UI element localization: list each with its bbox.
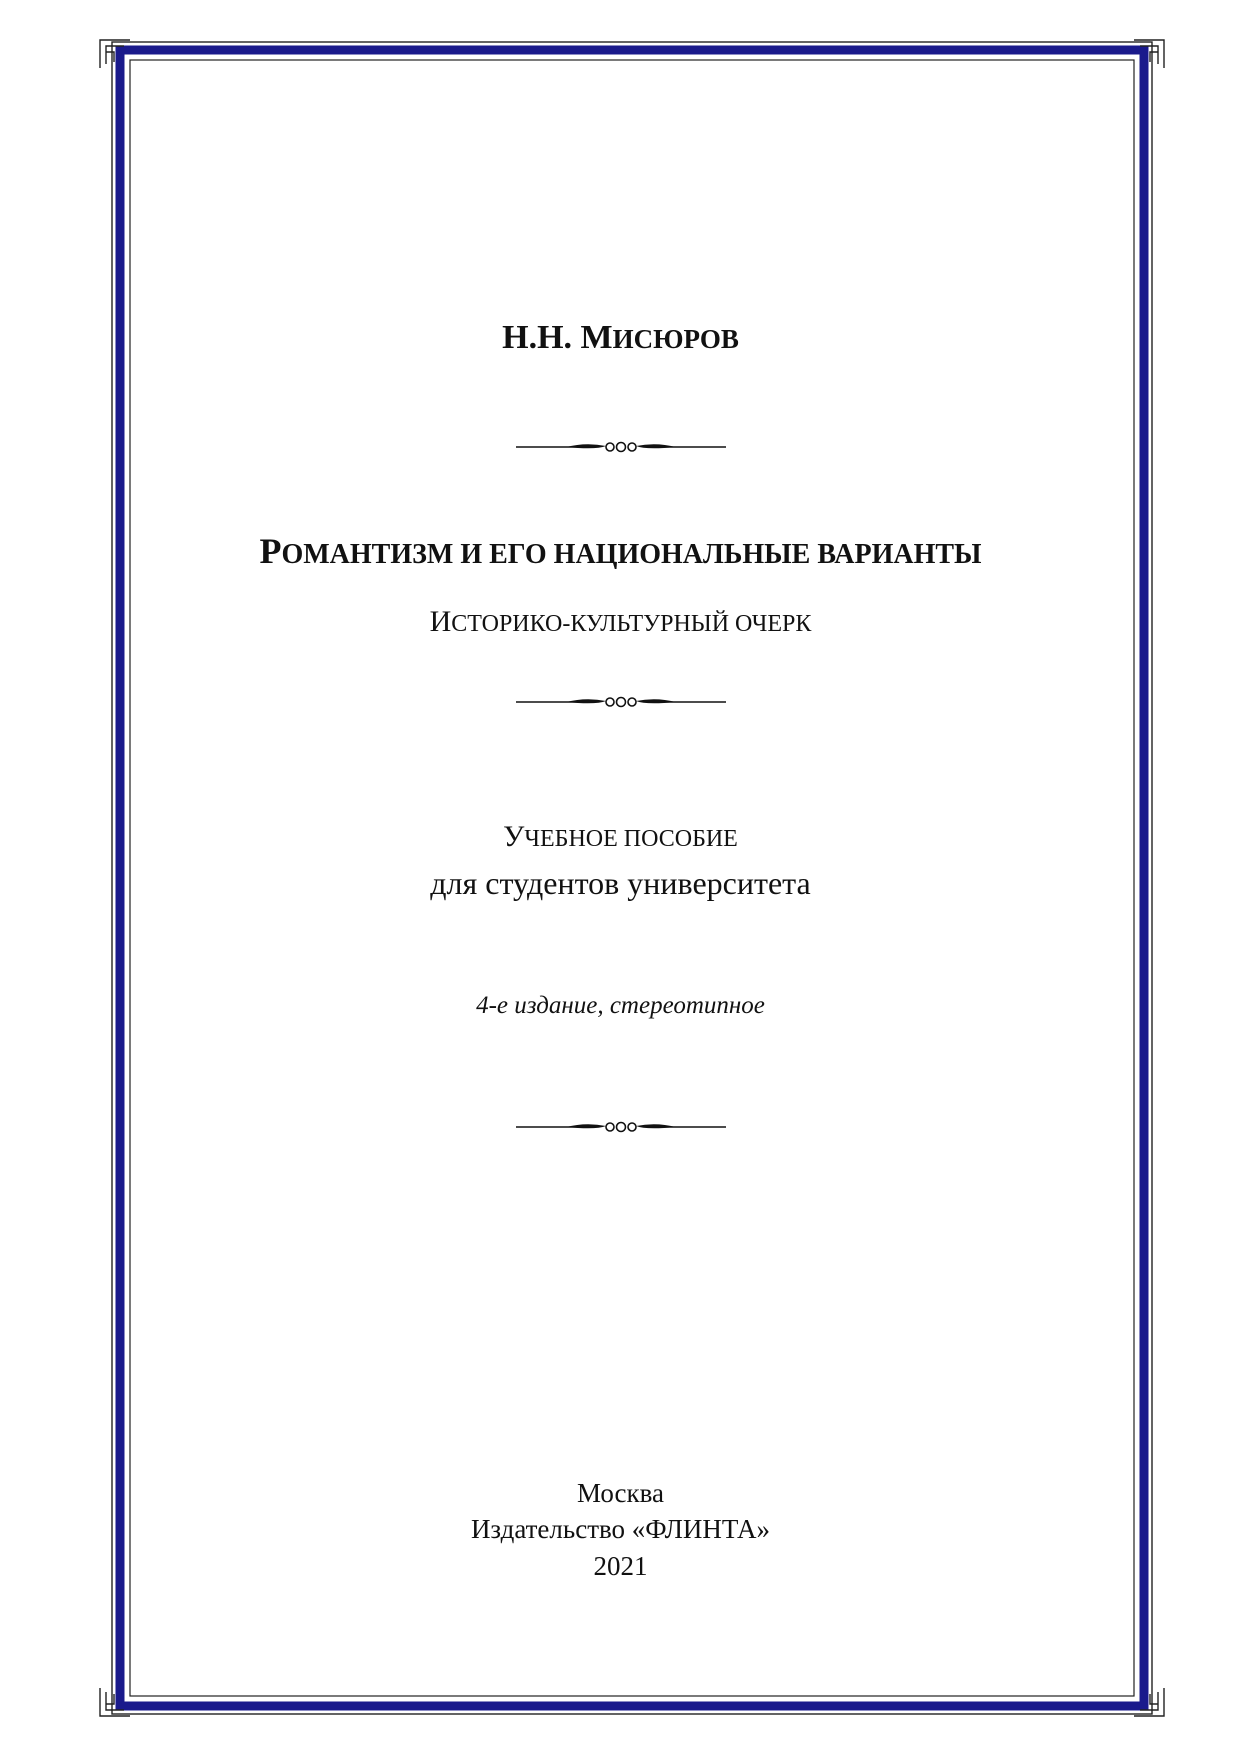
- author-name: Н.Н. МИСЮРОВ: [502, 319, 739, 356]
- edition-note: 4-е издание, стереотипное: [476, 992, 765, 1019]
- imprint-publisher: Издательство «ФЛИНТА»: [470, 1514, 771, 1544]
- ornamental-divider-icon: [516, 692, 726, 712]
- ornamental-divider-icon: [516, 437, 726, 457]
- imprint-city: Москва: [577, 1478, 664, 1508]
- book-title: РОМАНТИЗМ И ЕГО НАЦИОНАЛЬНЫЕ ВАРИАНТЫ: [259, 531, 982, 571]
- target-audience: для студентов университета: [430, 865, 811, 901]
- imprint-year: 2021: [593, 1551, 648, 1581]
- publication-kind: УЧЕБНОЕ ПОСОБИЕ: [503, 820, 738, 853]
- book-subtitle: ИСТОРИКО-КУЛЬТУРНЫЙ ОЧЕРК: [429, 605, 812, 638]
- ornamental-divider-icon: [516, 1117, 726, 1137]
